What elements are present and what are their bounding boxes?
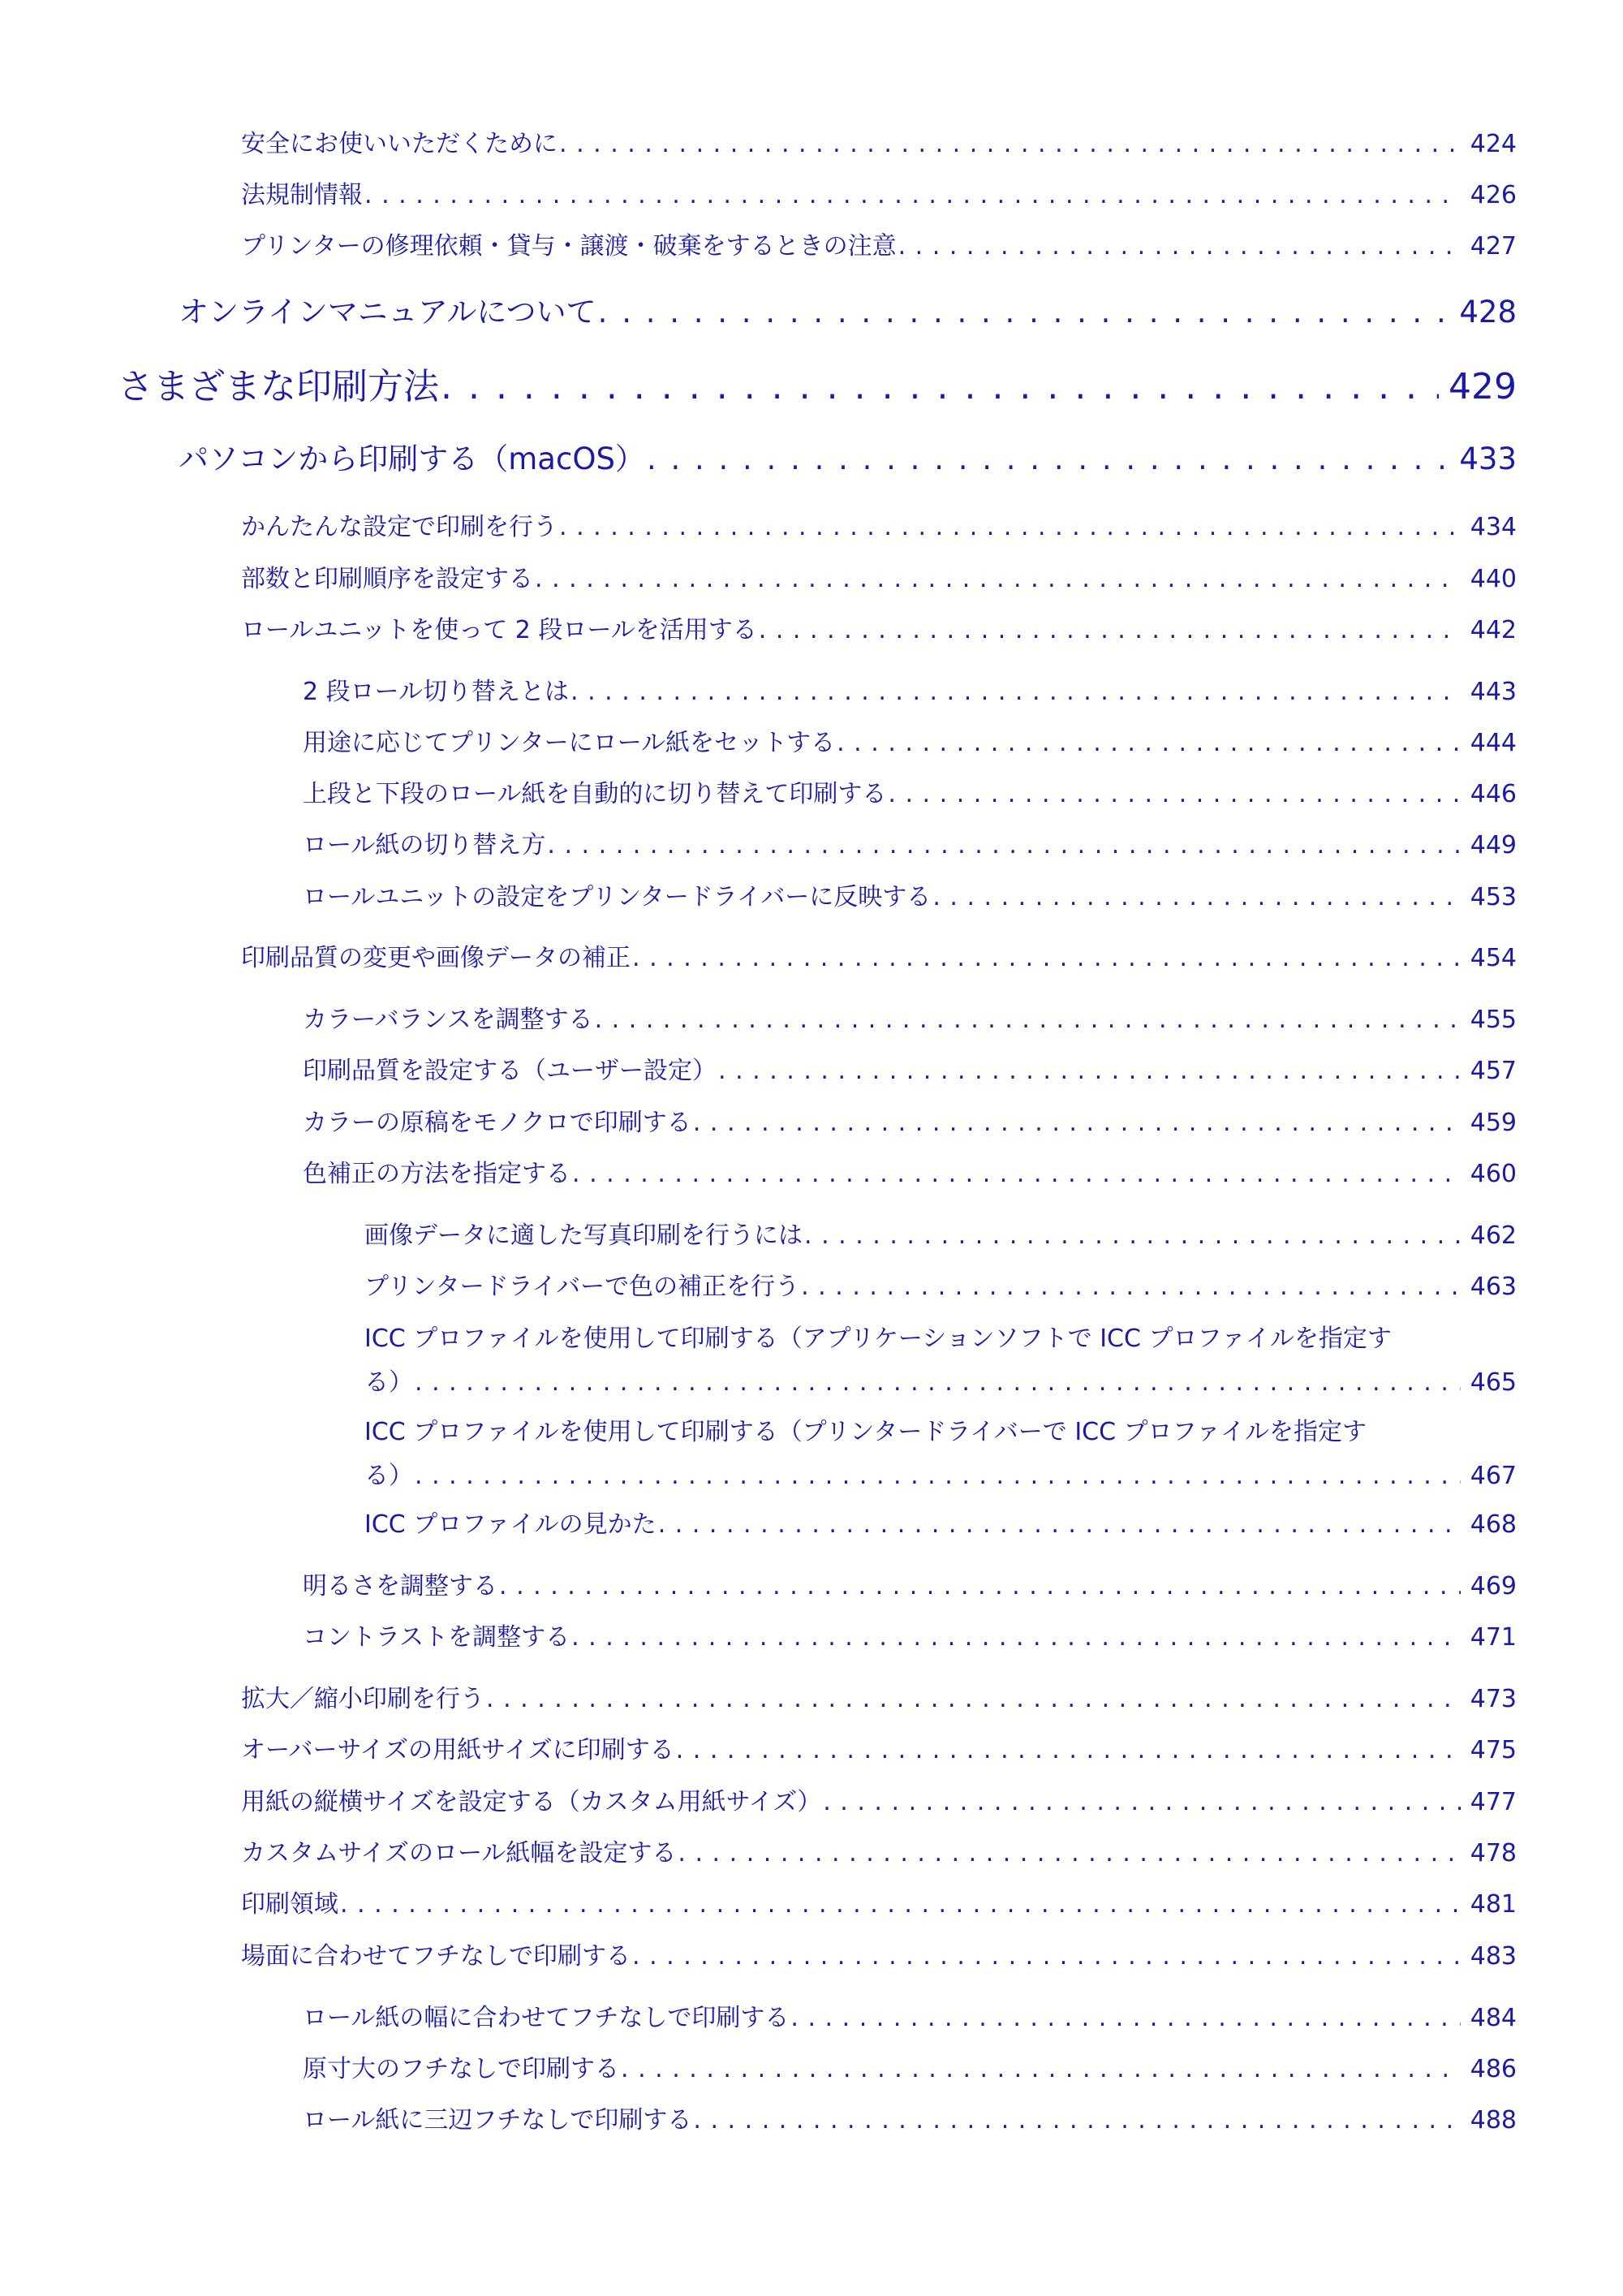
toc-entry-label: 原寸大のフチなしで印刷する — [303, 2055, 619, 2083]
toc-entry[interactable] — [364, 1318, 1517, 1398]
toc-entry[interactable] — [364, 1266, 1517, 1302]
toc-entry-page: 481 — [1470, 1890, 1517, 1919]
toc-entry[interactable] — [118, 357, 1517, 409]
dot-leader — [801, 1273, 1461, 1301]
toc-entry-label: 2 段ロール切り替えとは — [303, 678, 570, 706]
toc-entry-page: 484 — [1470, 2004, 1517, 2032]
toc-entry-label: 印刷領域 — [241, 1890, 338, 1919]
toc-entry-label: 用途に応じてプリンターにロール紙をセットする — [303, 729, 836, 757]
toc-entry[interactable] — [303, 722, 1517, 758]
toc-entry[interactable] — [364, 1504, 1517, 1540]
toc-entry-label: 安全にお使いいただくために — [241, 130, 558, 158]
dot-leader — [759, 616, 1461, 644]
toc-entry-label: ロール紙の切り替え方 — [303, 831, 546, 859]
toc-entry[interactable] — [241, 1781, 1517, 1817]
dot-leader — [621, 2055, 1461, 2083]
toc-entry[interactable] — [241, 226, 1517, 261]
toc-entry[interactable] — [303, 2100, 1517, 2135]
toc-entry[interactable] — [241, 123, 1517, 159]
dot-leader — [486, 1685, 1461, 1713]
dot-leader — [598, 295, 1450, 330]
dot-leader — [932, 883, 1460, 911]
toc-entry-page: 446 — [1470, 780, 1517, 808]
dot-leader — [535, 565, 1461, 593]
dot-leader — [571, 1623, 1461, 1652]
toc-entry[interactable] — [179, 287, 1517, 331]
toc-entry-label: 場面に合わせてフチなしで印刷する — [241, 1942, 631, 1971]
toc-entry[interactable] — [241, 506, 1517, 542]
dot-leader — [570, 678, 1461, 706]
toc-entry-page: 459 — [1470, 1109, 1517, 1137]
dot-leader — [693, 2106, 1460, 2134]
dot-leader — [837, 729, 1461, 757]
toc-entry-label: カラーの原稿をモノクロで印刷する — [303, 1109, 691, 1137]
dot-leader — [823, 1788, 1461, 1816]
toc-entry-label: オンラインマニュアルについて — [179, 295, 596, 330]
toc-entry-page: 486 — [1470, 2055, 1517, 2083]
toc-entry[interactable] — [241, 1730, 1517, 1765]
toc-entry-page: 483 — [1470, 1942, 1517, 1971]
toc-entry-label: 印刷品質の変更や画像データの補正 — [241, 944, 631, 972]
toc-entry[interactable] — [303, 1153, 1517, 1189]
toc-entry-page: 428 — [1459, 295, 1517, 330]
dot-leader — [647, 442, 1449, 476]
toc-entry-page: 427 — [1470, 232, 1517, 261]
toc-entry-page: 429 — [1449, 366, 1517, 407]
dot-leader — [415, 1462, 1461, 1490]
dot-leader — [718, 1057, 1461, 1085]
toc-entry[interactable] — [303, 1617, 1517, 1652]
toc-entry-label: ICC プロファイルの見かた — [364, 1510, 657, 1539]
dot-leader — [790, 2004, 1460, 2032]
toc-entry-label: パソコンから印刷する（macOS） — [179, 442, 645, 476]
toc-entry-page: 471 — [1470, 1623, 1517, 1652]
toc-entry[interactable] — [303, 671, 1517, 707]
toc-entry-label: ICC プロファイルを使用して印刷する（アプリケーションソフトで ICC プロファイルを指定す — [364, 1325, 1392, 1353]
toc-entry-label: 色補正の方法を指定する — [303, 1160, 570, 1188]
toc-entry-page: 426 — [1470, 181, 1517, 209]
toc-entry-page: 453 — [1470, 883, 1517, 911]
toc-entry-label: プリンターの修理依頼・貸与・譲渡・破棄をするときの注意 — [241, 232, 897, 261]
toc-entry-label: ロール紙に三辺フチなしで印刷する — [303, 2106, 692, 2134]
toc-entry-page: 467 — [1470, 1462, 1517, 1490]
toc-entry-page: 475 — [1470, 1736, 1517, 1764]
dot-leader — [804, 1221, 1461, 1250]
dot-leader — [364, 181, 1461, 209]
toc-entry[interactable] — [241, 1936, 1517, 1971]
toc-entry-label: さまざまな印刷方法 — [118, 366, 439, 407]
toc-entry-label: かんたんな設定で印刷を行う — [241, 513, 558, 541]
toc-entry-page: 433 — [1459, 442, 1517, 476]
toc-entry-page: 473 — [1470, 1685, 1517, 1713]
dot-leader — [693, 1109, 1461, 1137]
toc-entry[interactable] — [364, 1411, 1517, 1491]
toc-entry-label-continued: る） — [364, 1462, 413, 1490]
toc-entry-label: カラーバランスを調整する — [303, 1006, 593, 1034]
dot-leader — [415, 1368, 1461, 1397]
toc-entry-label: 部数と印刷順序を設定する — [241, 565, 533, 593]
toc-entry-page: 462 — [1470, 1221, 1517, 1250]
toc-entry-page: 454 — [1470, 944, 1517, 972]
dot-leader — [888, 780, 1460, 808]
toc-entry[interactable] — [241, 1678, 1517, 1714]
dot-leader — [678, 1839, 1460, 1867]
toc-entry[interactable] — [303, 1997, 1517, 2033]
toc-entry-label: 印刷品質を設定する（ユーザー設定） — [303, 1057, 717, 1085]
toc-entry-page: 460 — [1470, 1160, 1517, 1188]
toc-entry-page: 488 — [1470, 2106, 1517, 2134]
toc-entry[interactable] — [241, 610, 1517, 645]
dot-leader — [676, 1736, 1461, 1764]
toc-entry-label: 法規制情報 — [241, 181, 363, 209]
toc-entry[interactable] — [241, 558, 1517, 594]
toc-entry-page: 440 — [1470, 565, 1517, 593]
dot-leader — [441, 366, 1439, 407]
toc-entry[interactable] — [241, 937, 1517, 973]
toc-entry[interactable] — [241, 1884, 1517, 1919]
toc-entry[interactable] — [364, 1215, 1517, 1251]
toc-entry-page: 444 — [1470, 729, 1517, 757]
toc-entry-page: 424 — [1470, 130, 1517, 158]
dot-leader — [547, 831, 1460, 859]
toc-entry-page: 434 — [1470, 513, 1517, 541]
dot-leader — [632, 944, 1461, 972]
toc-entry[interactable] — [303, 877, 1517, 912]
toc-entry-label: ICC プロファイルを使用して印刷する（プリンタードライバーで ICC プロファイルを指定す — [364, 1418, 1367, 1446]
toc-entry[interactable] — [303, 999, 1517, 1035]
toc-entry[interactable] — [303, 1102, 1517, 1138]
toc-entry-label: 明るさを調整する — [303, 1572, 497, 1600]
dot-leader — [632, 1942, 1461, 1971]
toc-entry-page: 443 — [1470, 678, 1517, 706]
toc-entry-label: ロールユニットを使って 2 段ロールを活用する — [241, 616, 757, 644]
toc-entry[interactable] — [303, 773, 1517, 809]
toc-entry-page: 442 — [1470, 616, 1517, 644]
toc-entry-label: 用紙の縦横サイズを設定する（カスタム用紙サイズ） — [241, 1788, 822, 1816]
toc-entry-label: オーバーサイズの用紙サイズに印刷する — [241, 1736, 674, 1764]
toc-entry[interactable] — [241, 1833, 1517, 1868]
toc-entry-label: ロール紙の幅に合わせてフチなしで印刷する — [303, 2004, 790, 2032]
toc-entry-label: 画像データに適した写真印刷を行うには — [364, 1221, 803, 1250]
toc-entry-label: ロールユニットの設定をプリンタードライバーに反映する — [303, 883, 932, 911]
toc-entry-label: 拡大／縮小印刷を行う — [241, 1685, 484, 1713]
toc-entry-label-continued: る） — [364, 1368, 413, 1397]
toc-entry-page: 463 — [1470, 1273, 1517, 1301]
dot-leader — [559, 513, 1461, 541]
toc-entry-label: 上段と下段のロール紙を自動的に切り替えて印刷する — [303, 780, 887, 808]
toc-entry-page: 457 — [1470, 1057, 1517, 1085]
toc-entry[interactable] — [303, 1566, 1517, 1601]
dot-leader — [499, 1572, 1461, 1600]
toc-entry-page: 469 — [1470, 1572, 1517, 1600]
dot-leader — [340, 1890, 1461, 1919]
toc-entry-label: コントラストを調整する — [303, 1623, 570, 1652]
toc-entry[interactable] — [303, 1050, 1517, 1086]
toc-entry[interactable] — [179, 434, 1517, 478]
toc-entry-page: 449 — [1470, 831, 1517, 859]
toc-entry-page: 478 — [1470, 1839, 1517, 1867]
dot-leader — [898, 232, 1461, 261]
dot-leader — [559, 130, 1461, 158]
toc-entry-label: カスタムサイズのロール紙幅を設定する — [241, 1839, 677, 1867]
toc-entry-page: 465 — [1470, 1368, 1517, 1397]
toc-entry-label: プリンタードライバーで色の補正を行う — [364, 1273, 800, 1301]
toc-entry[interactable] — [303, 2048, 1517, 2084]
toc-entry[interactable] — [241, 174, 1517, 210]
toc-entry[interactable] — [303, 825, 1517, 860]
dot-leader — [595, 1006, 1461, 1034]
dot-leader — [572, 1160, 1461, 1188]
toc-entry-page: 455 — [1470, 1006, 1517, 1034]
toc-entry-page: 477 — [1470, 1788, 1517, 1816]
toc-entry-page: 468 — [1470, 1510, 1517, 1539]
dot-leader — [658, 1510, 1461, 1539]
